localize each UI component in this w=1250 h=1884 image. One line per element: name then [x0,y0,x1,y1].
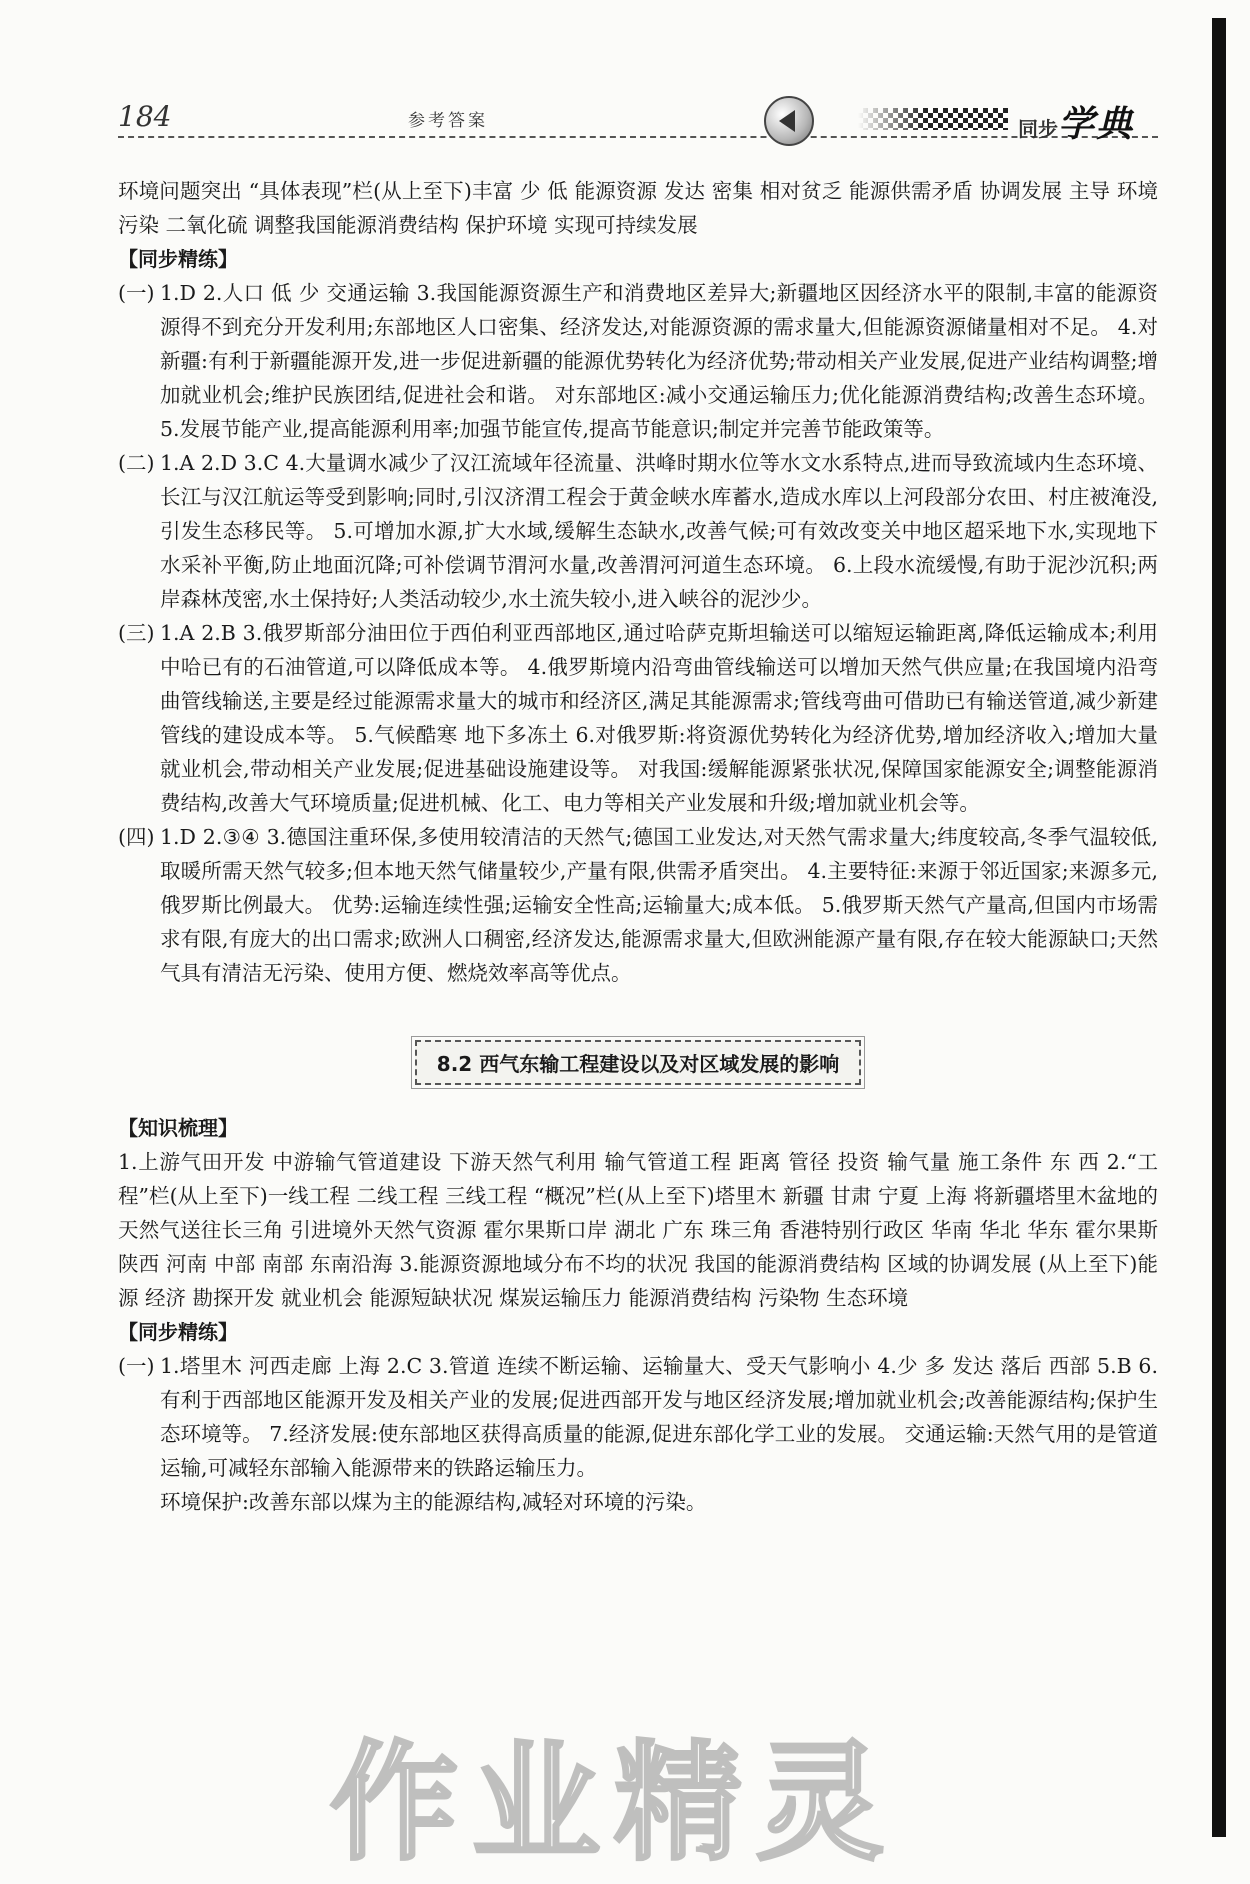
group-text: 1.A 2.D 3.C 4.大量调水减少了汉江流域年径流量、洪峰时期水位等水文水系特点,进而导致流域内生态环境、长江与汉江航运等受到影响;同时,引汉济渭工程会于黄金峡水库蓄水,造成水库以上河段部分农田、村庄被淹没,引发生态移民等。 5.可增加水源,扩大水域,缓解生态缺水,改善气候;可有效改变关中地区超采地下水,实现地下水采补平衡,防止地面沉降;可补偿调节渭河水量,改善渭河河道生态环境。 6.上段水流缓慢,有助于泥沙沉积;两岸森林茂密,水土保持好;人类活动较少,水土流失较小,进入峡谷的泥沙少。 [160,451,1158,611]
checker-pattern-decoration [858,108,1008,130]
page-content [118,174,1158,1519]
knowledge-heading: 【知识梳理】 [118,1116,238,1140]
page-spine-edge [1212,18,1226,1837]
watermark: 作业精灵 [330,1729,899,1878]
group-tag: (三) [118,621,155,645]
group-text: 1.D 2.③④ 3.德国注重环保,多使用较清洁的天然气;德国工业发达,对天然气需求量大;纬度较高,冬季气温较低,取暖所需天然气较多;但本地天然气储量较少,产量有限,供需矛盾突出。 4.主要特征:来源于邻近国家;来源多元,俄罗斯比例最大。 优势:运输连续性强;运输安全性高;运输量大;成本低。 5.俄罗斯天然气产量高,但国内市场需求有限,有庞大的出口需求;欧洲人口稠密,经济发达,能源需求量大,但欧洲能源产量有限,存在较大能源缺口;天然气具有清洁无污染、使用方便、燃烧效率高等优点。 [160,825,1158,985]
knowledge-paragraph: 1.上游气田开发 中游输气管道建设 下游天然气利用 输气管道工程 距离 管径 投资 输气量 施工条件 东 西 2.“工程”栏(从上至下)一线工程 二线工程 三线工程 “概况”栏(从上至下)塔里木 新疆 甘肃 宁夏 上海 将新疆塔里木盆地的天然气送往长三角 引进境外天然气资源 霍尔果斯口岸 湖北 广东 珠三角 香港特别行政区 华南 华北 华东 霍尔果斯 陕西 河南 中部 南部 东南沿海 3.能源资源地域分布不均的状况 我国的能源消费结构 区域的协调发展 (从上至下)能源 经济 勘探开发 就业机会 能源短缺状况 煤炭运输压力 能源消费结构 污染物 生态环境 [118,1150,1158,1310]
brand-logo [1018,96,1134,147]
header-divider [118,136,1158,138]
header-title: 参考答案 [408,111,488,131]
answer-group-3 [118,616,1158,820]
group-text: 1.塔里木 河西走廊 上海 2.C 3.管道 连续不断运输、运输量大、受天气影响小 4.少 多 发达 落后 西部 5.B 6.有利于西部地区能源开发及相关产业的发展;促进西部开发与地区经济发展;增加就业机会;改善能源结构;保护生态环境等。 7.经济发展:使东部地区获得高质量的能源,促进东部化学工业的发展。 交通运输:天然气用的是管道运输,可减轻东部输入能源带来的铁路运输压力。 [160,1354,1158,1480]
answer-group-1 [118,276,1158,446]
group-text: 1.A 2.B 3.俄罗斯部分油田位于西伯利亚西部地区,通过哈萨克斯坦输送可以缩短运输距离,降低运输成本;利用中哈已有的石油管道,可以降低成本等。 4.俄罗斯境内沿弯曲管线输送可以增加天然气供应量;在我国境内沿弯曲管线输送,主要是经过能源需求量大的城市和经济区,满足其能源需求;管线弯曲可借助已有输送管道,减少新建管线的建设成本等。 5.气候酷寒 地下多冻土 6.对俄罗斯:将资源优势转化为经济优势,增加经济收入;增加大量就业机会,带动相关产业发展;促进基础设施建设等。 对我国:缓解能源紧张状况,保障国家能源安全;调整能源消费结构,改善大气环境质量;促进机械、化工、电力等相关产业发展和升级;增加就业机会等。 [160,621,1158,815]
group-tag: (四) [118,825,155,849]
brand-small-text: 同步 [1018,117,1058,141]
section-title-wrap [118,1040,1158,1085]
group-tag: (二) [118,451,155,475]
answer-group-5 [118,1349,1158,1485]
brand-big-text: 学典 [1058,104,1135,145]
practice-heading-2: 【同步精练】 [118,1320,238,1344]
practice-heading-1: 【同步精练】 [118,247,238,271]
group-text: 1.D 2.人口 低 少 交通运输 3.我国能源资源生产和消费地区差异大;新疆地区因经济水平的限制,丰富的能源资源得不到充分开发利用;东部地区人口密集、经济发达,对能源资源的需求量大,但能源资源储量相对不足。 4.对新疆:有利于新疆能源开发,进一步促进新疆的能源优势转化为经济优势;带动相关产业发展,促进产业结构调整;增加就业机会;维护民族团结,促进社会和谐。 对东部地区:减小交通运输压力;优化能源消费结构;改善生态环境。 5.发展节能产业,提高能源利用率;加强节能宣传,提高节能意识;制定并完善节能政策等。 [160,281,1158,441]
page-header [118,96,1158,156]
group-tag: (一) [118,281,155,305]
intro-paragraph: 环境问题突出 “具体表现”栏(从上至下)丰富 少 低 能源资源 发达 密集 相对贫乏 能源供需矛盾 协调发展 主导 环境污染 二氧化硫 调整我国能源消费结构 保护环境 实现可持续发展 [118,179,1158,237]
answer-group-2 [118,446,1158,616]
page-number: 184 [118,100,172,133]
group-tag: (一) [118,1354,155,1378]
final-line: 环境保护:改善东部以煤为主的能源结构,减轻对环境的污染。 [160,1490,707,1514]
back-arrow-icon [764,96,814,146]
answer-group-4 [118,820,1158,990]
section-title: 8.2 西气东输工程建设以及对区域发展的影响 [415,1040,861,1085]
